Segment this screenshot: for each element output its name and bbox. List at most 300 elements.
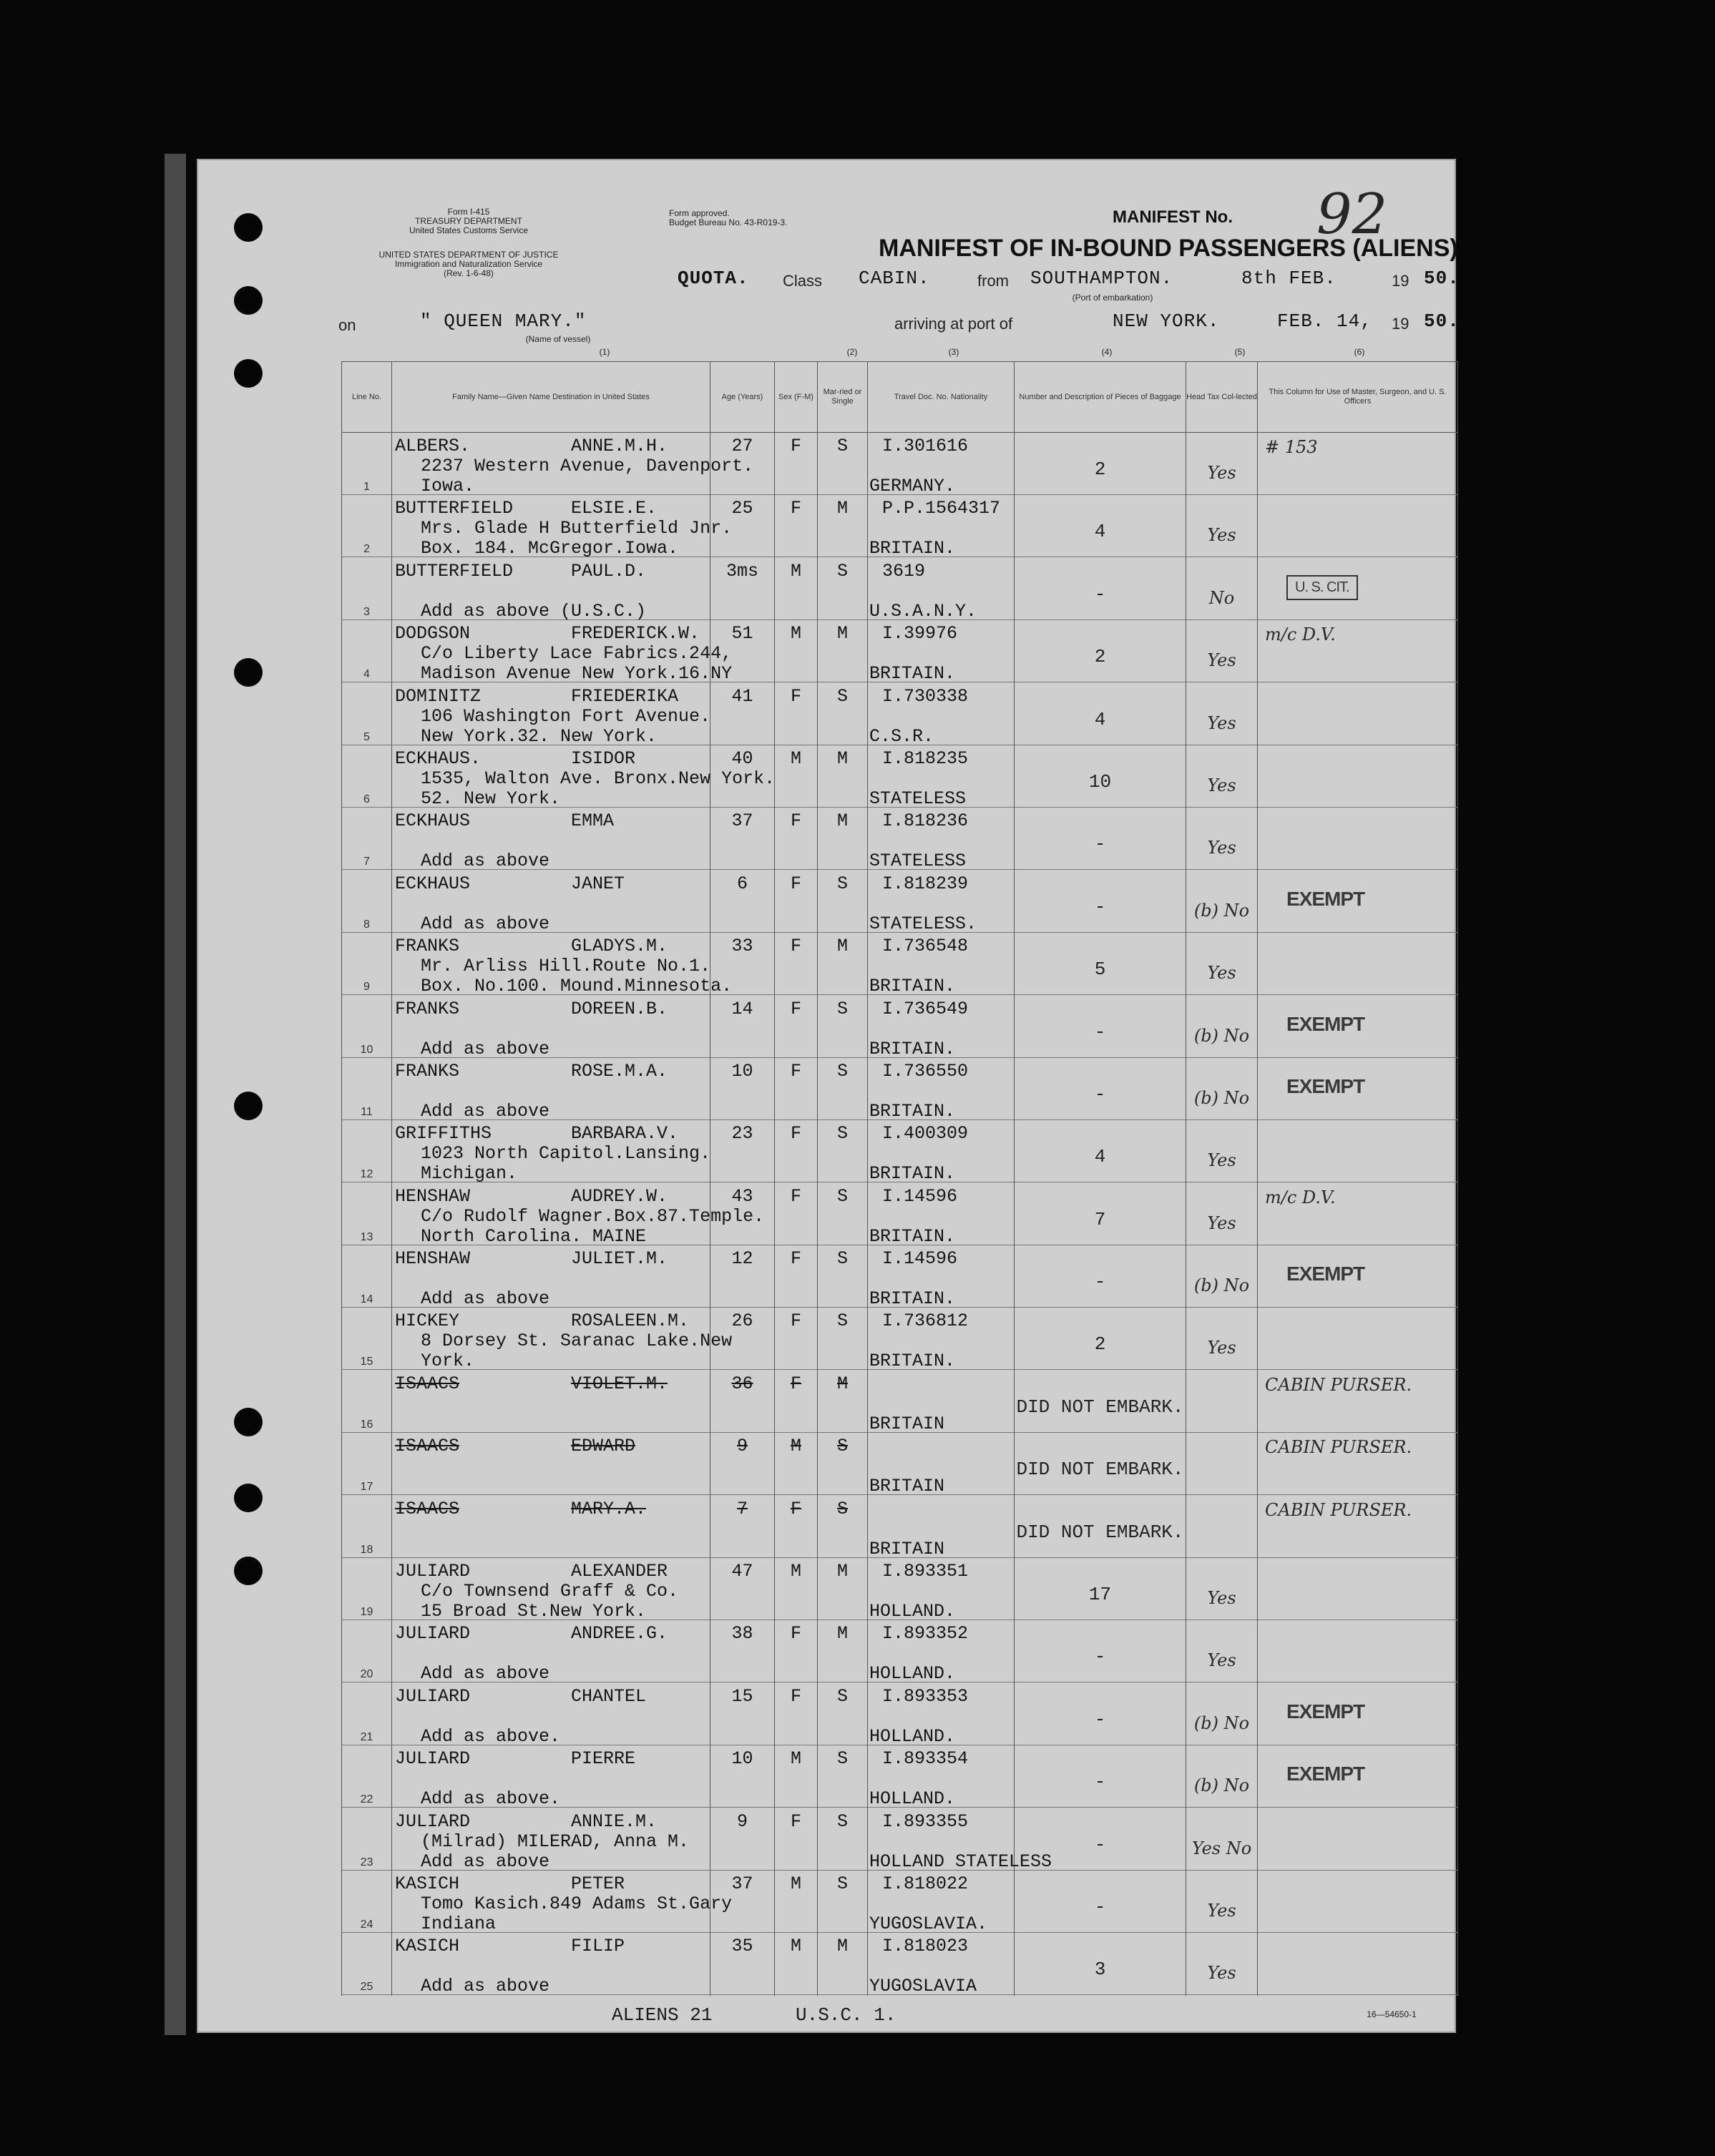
baggage-count: - bbox=[1094, 1083, 1106, 1105]
head-tax-cell bbox=[1186, 745, 1258, 808]
baggage-count: - bbox=[1094, 833, 1106, 856]
given-name: PAUL.D. bbox=[571, 560, 647, 582]
nationality: BRITAIN. bbox=[869, 1288, 956, 1310]
nationality: BRITAIN. bbox=[869, 663, 956, 685]
address-line: 8 Dorsey St. Saranac Lake.New bbox=[421, 1331, 733, 1352]
sex-cell bbox=[775, 1120, 818, 1182]
officers-cell bbox=[1258, 495, 1458, 557]
line-cell bbox=[342, 558, 392, 620]
sex: F bbox=[790, 936, 801, 957]
address-line: Add as above bbox=[421, 1100, 550, 1122]
baggage-cell bbox=[1015, 1183, 1186, 1245]
header-officers: This Column for Use of Master, Surgeon, and U. S. Officers bbox=[1258, 362, 1458, 433]
head-tax-note: No bbox=[1208, 587, 1235, 608]
sex: F bbox=[790, 1123, 801, 1145]
marital-status: M bbox=[836, 623, 848, 645]
baggage-cell bbox=[1015, 558, 1186, 620]
name-cell bbox=[392, 558, 710, 620]
marital-status: M bbox=[836, 748, 848, 769]
line-cell bbox=[342, 1058, 392, 1120]
address-line: 2237 Western Avenue, Davenport. bbox=[421, 456, 754, 476]
family-name: BUTTERFIELD bbox=[395, 560, 514, 582]
line-cell bbox=[342, 996, 392, 1058]
travel-doc-number: I.818236 bbox=[882, 810, 969, 832]
baggage-cell bbox=[1015, 1871, 1186, 1933]
address-line: Add as above bbox=[421, 1976, 550, 1997]
married-cell bbox=[818, 620, 868, 682]
sex: F bbox=[790, 1185, 801, 1207]
travel-doc-number: I.736550 bbox=[882, 1060, 969, 1082]
head-tax-cell bbox=[1186, 1308, 1258, 1370]
officer-remark: CABIN PURSER. bbox=[1265, 1499, 1412, 1520]
head-tax-note: Yes bbox=[1207, 1650, 1236, 1671]
table-row bbox=[342, 1183, 1458, 1245]
sex-cell bbox=[775, 1433, 818, 1495]
married-cell bbox=[818, 1245, 868, 1308]
sex-cell bbox=[775, 1871, 818, 1933]
travel-doc-cell bbox=[868, 996, 1015, 1058]
head-tax-note: Yes bbox=[1207, 463, 1236, 483]
head-tax-cell bbox=[1186, 558, 1258, 620]
age: 7 bbox=[736, 1498, 748, 1519]
travel-doc-cell bbox=[868, 1120, 1015, 1185]
line-number: 1 bbox=[363, 481, 370, 493]
married-cell bbox=[818, 683, 868, 745]
exempt-stamp: U. S. CIT. bbox=[1286, 575, 1358, 600]
family-name: FRANKS bbox=[395, 1060, 460, 1082]
travel-doc-cell bbox=[868, 933, 1015, 995]
address-line: Madison Avenue New York.16.NY bbox=[421, 663, 733, 685]
family-name: ISAACS bbox=[395, 1373, 460, 1394]
baggage-count: - bbox=[1094, 1896, 1106, 1918]
baggage-count: - bbox=[1094, 1708, 1106, 1730]
marital-status: M bbox=[836, 936, 848, 957]
line-number: 14 bbox=[360, 1293, 373, 1306]
marital-status: S bbox=[836, 1748, 848, 1770]
given-name: BARBARA.V. bbox=[571, 1123, 679, 1145]
family-name: ALBERS. bbox=[395, 436, 471, 456]
head-tax-cell bbox=[1186, 871, 1258, 933]
head-tax-note: (b) No bbox=[1193, 1775, 1250, 1796]
line-cell bbox=[342, 1496, 392, 1558]
header-travel-doc: Travel Doc. No. Nationality bbox=[868, 362, 1015, 433]
baggage-cell bbox=[1015, 1620, 1186, 1682]
line-number: 20 bbox=[360, 1668, 373, 1681]
table-row bbox=[342, 808, 1458, 870]
sex: M bbox=[790, 560, 801, 582]
head-tax-note: Yes bbox=[1207, 650, 1236, 671]
line-number: 21 bbox=[360, 1730, 373, 1743]
sex-cell bbox=[775, 558, 818, 620]
address-line: 52. New York. bbox=[421, 788, 561, 809]
given-name: JULIET.M. bbox=[571, 1248, 668, 1270]
approval-block bbox=[669, 209, 862, 227]
address-line: Add as above bbox=[421, 851, 550, 872]
given-name: EDWARD bbox=[571, 1436, 636, 1457]
travel-doc-cell bbox=[868, 495, 1015, 557]
age-cell bbox=[710, 1183, 775, 1245]
header-line-no: Line No. bbox=[342, 362, 392, 433]
name-cell bbox=[392, 1745, 710, 1808]
age-cell bbox=[710, 871, 775, 933]
marital-status: S bbox=[836, 560, 848, 582]
sex-cell bbox=[775, 871, 818, 933]
from-label: from bbox=[977, 272, 1009, 290]
head-tax-note: (b) No bbox=[1193, 1025, 1250, 1046]
married-cell bbox=[818, 1933, 868, 1996]
age: 27 bbox=[731, 436, 753, 456]
head-tax-cell bbox=[1186, 1683, 1258, 1745]
travel-doc-number: I.818022 bbox=[882, 1873, 969, 1894]
line-cell bbox=[342, 1183, 392, 1245]
sex-cell bbox=[775, 1683, 818, 1745]
table-row bbox=[342, 745, 1458, 808]
given-name: MARY.A. bbox=[571, 1498, 647, 1519]
sex: F bbox=[790, 1810, 801, 1832]
address-line: 106 Washington Fort Avenue. bbox=[421, 705, 711, 727]
age-cell bbox=[710, 1745, 775, 1808]
line-cell bbox=[342, 1808, 392, 1871]
line-cell bbox=[342, 1245, 392, 1308]
travel-doc-number: I.893352 bbox=[882, 1623, 969, 1645]
baggage-cell bbox=[1015, 1120, 1186, 1182]
address-line: Box. 184. McGregor.Iowa. bbox=[421, 538, 679, 559]
address-line: New York.32. New York. bbox=[421, 725, 658, 747]
baggage-cell bbox=[1015, 620, 1186, 682]
age: 9 bbox=[736, 1810, 748, 1832]
travel-doc-cell bbox=[868, 1683, 1015, 1745]
baggage-count: 3 bbox=[1094, 1959, 1106, 1981]
baggage-cell bbox=[1015, 808, 1186, 870]
age-cell bbox=[710, 620, 775, 682]
officers-cell bbox=[1258, 933, 1458, 995]
manifest-title: MANIFEST OF IN-BOUND PASSENGERS (ALIENS) bbox=[879, 235, 1458, 262]
binder-hole bbox=[234, 286, 263, 315]
officers-cell bbox=[1258, 1183, 1458, 1245]
line-number: 11 bbox=[361, 1105, 373, 1118]
officer-remark: m/c D.V. bbox=[1265, 624, 1336, 645]
table-row bbox=[342, 433, 1458, 496]
head-tax-cell bbox=[1186, 495, 1258, 557]
married-cell bbox=[818, 433, 868, 496]
baggage-cell bbox=[1015, 495, 1186, 557]
embarkation-port: SOUTHAMPTON. bbox=[1030, 268, 1173, 289]
line-number: 2 bbox=[363, 543, 370, 556]
head-tax-note: (b) No bbox=[1193, 1712, 1250, 1733]
address-line: 1535, Walton Ave. Bronx.New York. bbox=[421, 768, 776, 789]
given-name: ROSE.M.A. bbox=[571, 1060, 668, 1082]
married-cell bbox=[818, 1433, 868, 1495]
address-line: Box. No.100. Mound.Minnesota. bbox=[421, 976, 733, 997]
nationality: GERMANY. bbox=[869, 476, 956, 496]
line-number: 3 bbox=[363, 605, 370, 618]
sex-cell bbox=[775, 1558, 818, 1620]
sex-cell bbox=[775, 683, 818, 745]
address-line: C/o Rudolf Wagner.Box.87.Temple. bbox=[421, 1205, 765, 1227]
sex-cell bbox=[775, 808, 818, 870]
officer-remark: CABIN PURSER. bbox=[1265, 1374, 1412, 1395]
nationality: U.S.A.N.Y. bbox=[869, 600, 977, 622]
line-number: 22 bbox=[360, 1793, 373, 1806]
line-cell bbox=[342, 620, 392, 682]
baggage-count: 17 bbox=[1088, 1584, 1112, 1606]
officers-cell bbox=[1258, 1933, 1458, 1996]
sex-cell bbox=[775, 1808, 818, 1871]
given-name: PETER bbox=[571, 1873, 625, 1894]
age: 35 bbox=[731, 1936, 753, 1957]
address-line: Add as above bbox=[421, 913, 550, 934]
travel-doc-cell bbox=[868, 433, 1015, 496]
marital-status: S bbox=[836, 1810, 848, 1832]
baggage-cell bbox=[1015, 1308, 1186, 1370]
family-name: JULIARD bbox=[395, 1685, 471, 1707]
name-cell bbox=[392, 1683, 710, 1745]
travel-doc-cell bbox=[868, 1496, 1015, 1558]
baggage-count: DID NOT EMBARK. bbox=[1016, 1521, 1184, 1543]
embark-date: 8th FEB. bbox=[1241, 268, 1337, 289]
age: 26 bbox=[731, 1310, 753, 1332]
travel-doc-cell bbox=[868, 1558, 1015, 1620]
head-tax-cell bbox=[1186, 996, 1258, 1058]
officers-cell bbox=[1258, 996, 1458, 1058]
head-tax-cell bbox=[1186, 1120, 1258, 1182]
line-number: 8 bbox=[363, 918, 370, 931]
travel-doc-number: P.P.1564317 bbox=[882, 498, 1001, 519]
baggage-cell bbox=[1015, 683, 1186, 745]
passenger-rows bbox=[342, 433, 1458, 1996]
name-cell bbox=[392, 1371, 710, 1433]
age-cell bbox=[710, 1871, 775, 1933]
sex-cell bbox=[775, 1308, 818, 1370]
given-name: FREDERICK.W. bbox=[571, 623, 700, 645]
head-tax-note: Yes bbox=[1207, 1963, 1236, 1984]
age: 43 bbox=[731, 1185, 753, 1207]
manifest-number: 92 bbox=[1316, 182, 1388, 247]
age-cell bbox=[710, 1308, 775, 1370]
head-tax-cell bbox=[1186, 1808, 1258, 1871]
given-name: ROSALEEN.M. bbox=[571, 1310, 690, 1332]
travel-doc-number: I.730338 bbox=[882, 685, 969, 707]
head-tax-note: Yes bbox=[1207, 1588, 1236, 1609]
head-tax-note: Yes bbox=[1207, 525, 1236, 546]
given-name: EMMA bbox=[571, 810, 615, 832]
year-value: 50. bbox=[1424, 268, 1460, 289]
marital-status: M bbox=[836, 498, 848, 519]
address-line: 15 Broad St.New York. bbox=[421, 1601, 647, 1622]
head-tax-cell bbox=[1186, 1183, 1258, 1245]
baggage-count: - bbox=[1094, 1271, 1106, 1293]
customs-label: United States Customs Service bbox=[409, 225, 529, 235]
head-tax-cell bbox=[1186, 1558, 1258, 1620]
head-tax-note: Yes bbox=[1207, 963, 1236, 984]
married-cell bbox=[818, 1120, 868, 1182]
exempt-stamp: EXEMPT bbox=[1286, 1074, 1365, 1097]
officers-cell bbox=[1258, 871, 1458, 933]
age: 10 bbox=[731, 1060, 753, 1082]
line-number: 23 bbox=[360, 1856, 373, 1868]
name-cell bbox=[392, 1308, 733, 1372]
age: 38 bbox=[731, 1623, 753, 1645]
age: 3ms bbox=[725, 560, 758, 582]
line-cell bbox=[342, 1120, 392, 1182]
officers-cell bbox=[1258, 1496, 1458, 1558]
line-cell bbox=[342, 1933, 392, 1996]
address-line: Add as above bbox=[421, 1663, 550, 1685]
age-cell bbox=[710, 1120, 775, 1182]
age-cell bbox=[710, 745, 775, 808]
address-line: Tomo Kasich.849 Adams St.Gary bbox=[421, 1893, 733, 1914]
travel-doc-number: I.301616 bbox=[882, 436, 969, 456]
sex-cell bbox=[775, 1371, 818, 1433]
married-cell bbox=[818, 1745, 868, 1808]
sex-cell bbox=[775, 745, 818, 808]
sex: M bbox=[790, 1873, 801, 1894]
head-tax-note: (b) No bbox=[1193, 1087, 1250, 1108]
married-cell bbox=[818, 1558, 868, 1620]
line-cell bbox=[342, 683, 392, 745]
travel-doc-cell bbox=[868, 1371, 1015, 1433]
name-cell bbox=[392, 996, 710, 1058]
age: 14 bbox=[731, 998, 753, 1019]
line-cell bbox=[342, 745, 392, 808]
baggage-count: 4 bbox=[1094, 708, 1106, 730]
travel-doc-cell bbox=[868, 1183, 1015, 1245]
given-name: ANNE.M.H. bbox=[571, 436, 668, 456]
given-name: ALEXANDER bbox=[571, 1561, 668, 1582]
nationality: BRITAIN. bbox=[869, 1100, 956, 1122]
ins-label: Immigration and Naturalization Service bbox=[394, 259, 543, 269]
approval-line: Form approved. bbox=[669, 208, 730, 218]
baggage-count: - bbox=[1094, 1771, 1106, 1793]
married-cell bbox=[818, 495, 868, 557]
head-tax-cell bbox=[1186, 433, 1258, 496]
year-value: 50. bbox=[1424, 310, 1460, 332]
married-cell bbox=[818, 558, 868, 620]
address-line: North Carolina. MAINE bbox=[421, 1225, 647, 1247]
address-line: Indiana bbox=[421, 1913, 497, 1934]
address-line: C/o Liberty Lace Fabrics.244, bbox=[421, 643, 733, 665]
sex-cell bbox=[775, 1245, 818, 1308]
family-name: JULIARD bbox=[395, 1810, 471, 1832]
head-tax-cell bbox=[1186, 1371, 1258, 1433]
family-name: JULIARD bbox=[395, 1623, 471, 1645]
sex: F bbox=[790, 436, 801, 456]
given-name: DOREEN.B. bbox=[571, 998, 668, 1019]
travel-doc-number: I.39976 bbox=[882, 623, 958, 645]
baggage-cell bbox=[1015, 1933, 1186, 1996]
justice-block bbox=[336, 250, 601, 278]
family-name: ECKHAUS bbox=[395, 873, 471, 894]
officers-cell bbox=[1258, 1558, 1458, 1620]
travel-doc-number: I.893353 bbox=[882, 1685, 969, 1707]
name-cell bbox=[392, 1871, 733, 1934]
age: 47 bbox=[731, 1561, 753, 1582]
baggage-cell bbox=[1015, 933, 1186, 995]
nationality: YUGOSLAVIA bbox=[869, 1976, 977, 1997]
address-line: Michigan. bbox=[421, 1163, 518, 1185]
family-name: KASICH bbox=[395, 1936, 460, 1957]
officers-cell bbox=[1258, 1433, 1458, 1495]
age-cell bbox=[710, 996, 775, 1058]
address-line: York. bbox=[421, 1351, 475, 1372]
table-row bbox=[342, 1308, 1458, 1370]
head-tax-cell bbox=[1186, 808, 1258, 870]
travel-doc-cell bbox=[868, 1058, 1015, 1120]
line-number: 18 bbox=[360, 1543, 373, 1556]
treasury-label: TREASURY DEPARTMENT bbox=[415, 216, 522, 226]
footer-left: ALIENS 21 bbox=[612, 2004, 713, 2026]
scan-edge-strip bbox=[165, 154, 186, 2035]
travel-doc-cell bbox=[868, 871, 1015, 933]
head-tax-cell bbox=[1186, 620, 1258, 682]
table-row bbox=[342, 933, 1458, 995]
sex: F bbox=[790, 1685, 801, 1707]
travel-doc-cell bbox=[868, 1620, 1015, 1685]
name-cell bbox=[392, 1933, 710, 1996]
address-line: Add as above. bbox=[421, 1788, 561, 1810]
embarkation-caption: (Port of embarkation) bbox=[1072, 293, 1153, 303]
header-age: Age (Years) bbox=[710, 362, 775, 433]
head-tax-cell bbox=[1186, 1745, 1258, 1808]
address-line: Add as above bbox=[421, 1288, 550, 1310]
table-row bbox=[342, 1433, 1458, 1495]
baggage-cell bbox=[1015, 1058, 1186, 1120]
sex-cell bbox=[775, 1496, 818, 1558]
officers-cell bbox=[1258, 745, 1458, 808]
line-cell bbox=[342, 933, 392, 995]
travel-doc-cell bbox=[868, 745, 1015, 808]
vessel-caption: (Name of vessel) bbox=[525, 334, 591, 344]
address-line: 1023 North Capitol.Lansing. bbox=[421, 1143, 711, 1165]
line-number: 7 bbox=[363, 856, 370, 868]
married-cell bbox=[818, 871, 868, 933]
line-cell bbox=[342, 1558, 392, 1620]
marital-status: M bbox=[836, 1623, 848, 1645]
sex: M bbox=[790, 1936, 801, 1957]
age: 36 bbox=[731, 1373, 753, 1394]
age-cell bbox=[710, 1371, 775, 1433]
nationality: BRITAIN bbox=[869, 1538, 945, 1559]
binder-hole bbox=[234, 1408, 263, 1436]
age: 10 bbox=[731, 1748, 753, 1770]
baggage-cell bbox=[1015, 433, 1186, 496]
marital-status: S bbox=[836, 1873, 848, 1894]
married-cell bbox=[818, 1183, 868, 1245]
name-cell bbox=[392, 620, 733, 685]
married-cell bbox=[818, 808, 868, 870]
family-name: ECKHAUS bbox=[395, 810, 471, 832]
name-cell bbox=[392, 1558, 710, 1620]
sex: F bbox=[790, 998, 801, 1019]
line-number: 10 bbox=[360, 1043, 373, 1056]
travel-doc-cell bbox=[868, 1871, 1015, 1933]
table-row bbox=[342, 1808, 1458, 1871]
family-name: HICKEY bbox=[395, 1310, 460, 1332]
table-row bbox=[342, 1745, 1458, 1808]
name-cell bbox=[392, 808, 710, 870]
officers-cell bbox=[1258, 1058, 1458, 1120]
sex-cell bbox=[775, 996, 818, 1058]
travel-doc-number: I.818235 bbox=[882, 748, 969, 769]
given-name: VIOLET.M. bbox=[571, 1373, 668, 1394]
head-tax-note: (b) No bbox=[1193, 900, 1250, 921]
baggage-count: 10 bbox=[1088, 770, 1112, 793]
sex: M bbox=[790, 623, 801, 645]
revision-label: (Rev. 1-6-48) bbox=[444, 268, 494, 278]
sex: F bbox=[790, 1248, 801, 1270]
given-name: JANET bbox=[571, 873, 625, 894]
exempt-stamp: EXEMPT bbox=[1286, 1700, 1365, 1723]
